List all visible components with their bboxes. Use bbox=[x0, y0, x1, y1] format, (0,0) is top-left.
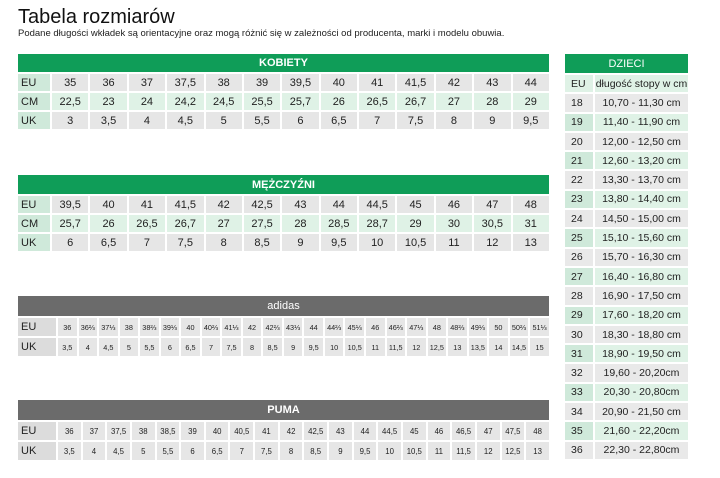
table-row bbox=[565, 191, 688, 208]
size-cell: 26,7 bbox=[167, 215, 203, 232]
size-cell: 5 bbox=[120, 338, 139, 356]
table-row bbox=[565, 210, 688, 227]
table-header: KOBIETY bbox=[18, 54, 549, 72]
kids-eu-size: 34 bbox=[565, 403, 593, 420]
kids-eu-size: 29 bbox=[565, 307, 593, 324]
table-header-row bbox=[18, 296, 549, 316]
size-cell: 31 bbox=[513, 215, 550, 232]
row-label: EU bbox=[18, 422, 56, 440]
size-cell: 12 bbox=[474, 234, 510, 251]
size-cell: 41 bbox=[359, 74, 395, 91]
table-row bbox=[565, 268, 688, 285]
size-cell: 6 bbox=[161, 338, 180, 356]
foot-length: 17,60 - 18,20 cm bbox=[595, 307, 688, 324]
kids-eu-size: 24 bbox=[565, 210, 593, 227]
size-cell: 10,5 bbox=[397, 234, 433, 251]
kids-eu-size: 32 bbox=[565, 364, 593, 381]
size-cell: 5,5 bbox=[140, 338, 159, 356]
size-cell: 47 bbox=[477, 422, 500, 440]
kids-eu-size: 30 bbox=[565, 326, 593, 343]
foot-length: 19,60 - 20,20cm bbox=[595, 364, 688, 381]
size-cell: 26 bbox=[90, 215, 126, 232]
page-subtitle: Podane długości wkładek są orientacyjne oraz mogą różnić się w zależności od producenta, marki i modelu obuwia. bbox=[18, 28, 505, 39]
size-cell: 9,5 bbox=[354, 442, 377, 460]
size-cell: 41⅓ bbox=[222, 318, 241, 336]
table-row bbox=[565, 326, 688, 343]
size-cell: 10 bbox=[359, 234, 395, 251]
adidas-size-table bbox=[16, 294, 551, 358]
size-cell: 6 bbox=[52, 234, 88, 251]
table-row bbox=[565, 94, 688, 111]
size-cell: 7,5 bbox=[222, 338, 241, 356]
size-cell: 27 bbox=[436, 93, 472, 110]
size-cell: 4 bbox=[129, 112, 165, 129]
size-cell: 12,5 bbox=[502, 442, 525, 460]
size-cell: 38 bbox=[120, 318, 139, 336]
foot-length: 12,00 - 12,50 cm bbox=[595, 133, 688, 150]
size-cell: 23 bbox=[90, 93, 126, 110]
row-label: UK bbox=[18, 112, 50, 129]
size-cell: 4 bbox=[83, 442, 106, 460]
kids-eu-size: 20 bbox=[565, 133, 593, 150]
size-cell: 26,7 bbox=[397, 93, 433, 110]
size-cell: 7 bbox=[129, 234, 165, 251]
size-cell: 43⅓ bbox=[284, 318, 303, 336]
kids-eu-size: 18 bbox=[565, 94, 593, 111]
size-cell: 39 bbox=[244, 74, 280, 91]
size-cell: 7,5 bbox=[397, 112, 433, 129]
size-cell: 28,5 bbox=[321, 215, 357, 232]
size-cell: 11,5 bbox=[452, 442, 475, 460]
size-cell: 42,5 bbox=[244, 196, 280, 213]
size-cell: 7,5 bbox=[167, 234, 203, 251]
kids-size-table bbox=[563, 52, 690, 461]
row-label: UK bbox=[18, 442, 56, 460]
size-cell: 44 bbox=[304, 318, 323, 336]
size-cell: 48⅔ bbox=[448, 318, 467, 336]
size-cell: 12 bbox=[477, 442, 500, 460]
row-label: CM bbox=[18, 215, 50, 232]
table-row bbox=[18, 442, 549, 460]
size-cell: 27,5 bbox=[244, 215, 280, 232]
size-cell: 45 bbox=[397, 196, 433, 213]
size-cell: 47,5 bbox=[502, 422, 525, 440]
size-cell: 9 bbox=[329, 442, 352, 460]
size-cell: 14,5 bbox=[510, 338, 529, 356]
foot-length: 11,40 - 11,90 cm bbox=[595, 114, 688, 131]
table-header-row bbox=[18, 400, 549, 420]
size-cell: 37,5 bbox=[107, 422, 130, 440]
size-cell: 41 bbox=[129, 196, 165, 213]
kids-eu-size: 21 bbox=[565, 152, 593, 169]
size-cell: 45⅓ bbox=[345, 318, 364, 336]
size-cell: 44 bbox=[321, 196, 357, 213]
foot-length: 10,70 - 11,30 cm bbox=[595, 94, 688, 111]
foot-length: 21,60 - 22,20cm bbox=[595, 422, 688, 439]
kids-eu-size: 19 bbox=[565, 114, 593, 131]
table-row bbox=[565, 287, 688, 304]
size-cell: 11,5 bbox=[387, 338, 406, 356]
size-cell: 41,5 bbox=[167, 196, 203, 213]
table-row bbox=[565, 384, 688, 401]
table-row bbox=[18, 318, 549, 336]
size-cell: 8,5 bbox=[263, 338, 282, 356]
size-cell: 13,5 bbox=[469, 338, 488, 356]
table-row bbox=[18, 215, 549, 232]
size-cell: 40 bbox=[181, 318, 200, 336]
kids-eu-size: 23 bbox=[565, 191, 593, 208]
foot-length: 16,40 - 16,80 cm bbox=[595, 268, 688, 285]
table-row bbox=[18, 74, 549, 91]
size-cell: 42 bbox=[280, 422, 303, 440]
kids-eu-size: 26 bbox=[565, 249, 593, 266]
size-cell: 8,5 bbox=[244, 234, 280, 251]
size-cell: 44⅔ bbox=[325, 318, 344, 336]
kids-eu-size: 36 bbox=[565, 442, 593, 459]
size-cell: 46,5 bbox=[452, 422, 475, 440]
kids-eu-size: 35 bbox=[565, 422, 593, 439]
table-row bbox=[565, 171, 688, 188]
size-cell: 48 bbox=[428, 318, 447, 336]
size-cell: 36⅔ bbox=[79, 318, 98, 336]
table-header: PUMA bbox=[18, 400, 549, 420]
size-cell: 6,5 bbox=[181, 338, 200, 356]
size-cell: 8 bbox=[243, 338, 262, 356]
size-cell: 4,5 bbox=[107, 442, 130, 460]
table-row bbox=[565, 249, 688, 266]
size-cell: 9 bbox=[474, 112, 510, 129]
size-cell: 48 bbox=[513, 196, 550, 213]
table-row bbox=[18, 93, 549, 110]
size-cell: 42 bbox=[243, 318, 262, 336]
size-cell: 29 bbox=[513, 93, 550, 110]
size-cell: 40 bbox=[321, 74, 357, 91]
size-cell: 25,5 bbox=[244, 93, 280, 110]
size-cell: 39 bbox=[181, 422, 204, 440]
size-cell: 44 bbox=[354, 422, 377, 440]
size-cell: 13 bbox=[526, 442, 549, 460]
kids-eu-size: 31 bbox=[565, 345, 593, 362]
size-cell: 11 bbox=[436, 234, 472, 251]
size-cell: 46 bbox=[366, 318, 385, 336]
size-cell: 3,5 bbox=[90, 112, 126, 129]
table-row bbox=[565, 307, 688, 324]
size-cell: 11 bbox=[428, 442, 451, 460]
size-cell: 47⅓ bbox=[407, 318, 426, 336]
men-size-table bbox=[16, 173, 551, 253]
size-cell: 42 bbox=[206, 196, 242, 213]
size-cell: 7 bbox=[202, 338, 221, 356]
table-row bbox=[565, 114, 688, 131]
size-cell: 50⅔ bbox=[510, 318, 529, 336]
size-cell: 42,5 bbox=[304, 422, 327, 440]
row-label: CM bbox=[18, 93, 50, 110]
size-cell: 36 bbox=[58, 422, 81, 440]
size-cell: 43 bbox=[329, 422, 352, 440]
size-cell: 46⅔ bbox=[387, 318, 406, 336]
size-cell: 8,5 bbox=[304, 442, 327, 460]
size-cell: 37⅓ bbox=[99, 318, 118, 336]
table-header: MĘŻCZYŹNI bbox=[18, 175, 549, 194]
row-label: EU bbox=[18, 318, 56, 336]
table-row bbox=[565, 403, 688, 420]
foot-length: 16,90 - 17,50 cm bbox=[595, 287, 688, 304]
size-cell: 38 bbox=[206, 74, 242, 91]
size-cell: 10,5 bbox=[403, 442, 426, 460]
size-cell: 28,7 bbox=[359, 215, 395, 232]
size-cell: 47 bbox=[474, 196, 510, 213]
size-cell: 38,5 bbox=[157, 422, 180, 440]
table-row bbox=[18, 422, 549, 440]
size-cell: 13 bbox=[513, 234, 550, 251]
table-row bbox=[565, 364, 688, 381]
kids-eu-size: 22 bbox=[565, 171, 593, 188]
size-cell: 36 bbox=[90, 74, 126, 91]
size-cell: 6,5 bbox=[321, 112, 357, 129]
size-cell: 40 bbox=[206, 422, 229, 440]
size-cell: 40 bbox=[90, 196, 126, 213]
foot-length: 18,90 - 19,50 cm bbox=[595, 345, 688, 362]
table-row bbox=[565, 152, 688, 169]
page-title: Tabela rozmiarów bbox=[18, 6, 175, 28]
size-cell: 43 bbox=[282, 196, 318, 213]
size-cell: 45 bbox=[403, 422, 426, 440]
size-cell: 26 bbox=[321, 93, 357, 110]
column-header-eu: EU bbox=[565, 75, 593, 92]
size-cell: 41,5 bbox=[397, 74, 433, 91]
size-cell: 6,5 bbox=[206, 442, 229, 460]
size-cell: 4 bbox=[79, 338, 98, 356]
table-row bbox=[18, 196, 549, 213]
size-cell: 46 bbox=[428, 422, 451, 440]
size-cell: 28 bbox=[282, 215, 318, 232]
size-cell: 44,5 bbox=[378, 422, 401, 440]
table-header: adidas bbox=[18, 296, 549, 316]
table-row bbox=[565, 133, 688, 150]
size-cell: 12,5 bbox=[428, 338, 447, 356]
foot-length: 20,90 - 21,50 cm bbox=[595, 403, 688, 420]
size-cell: 3,5 bbox=[58, 338, 77, 356]
table-row bbox=[565, 345, 688, 362]
size-cell: 40⅔ bbox=[202, 318, 221, 336]
size-cell: 28 bbox=[474, 93, 510, 110]
foot-length: 13,30 - 13,70 cm bbox=[595, 171, 688, 188]
size-cell: 51⅓ bbox=[530, 318, 549, 336]
size-cell: 29 bbox=[397, 215, 433, 232]
size-cell: 12 bbox=[407, 338, 426, 356]
size-cell: 37 bbox=[129, 74, 165, 91]
size-cell: 15 bbox=[530, 338, 549, 356]
size-cell: 50 bbox=[489, 318, 508, 336]
size-cell: 36 bbox=[58, 318, 77, 336]
size-cell: 8 bbox=[280, 442, 303, 460]
row-label: UK bbox=[18, 234, 50, 251]
size-cell: 35 bbox=[52, 74, 88, 91]
foot-length: 14,50 - 15,00 cm bbox=[595, 210, 688, 227]
size-cell: 41 bbox=[255, 422, 278, 440]
row-label: EU bbox=[18, 74, 50, 91]
size-cell: 43 bbox=[474, 74, 510, 91]
puma-size-table bbox=[16, 398, 551, 462]
foot-length: 12,60 - 13,20 cm bbox=[595, 152, 688, 169]
size-cell: 42 bbox=[436, 74, 472, 91]
size-cell: 26,5 bbox=[359, 93, 395, 110]
row-label: EU bbox=[18, 196, 50, 213]
size-cell: 39,5 bbox=[282, 74, 318, 91]
table-header-row bbox=[18, 54, 549, 72]
foot-length: 22,30 - 22,80cm bbox=[595, 442, 688, 459]
size-cell: 24,5 bbox=[206, 93, 242, 110]
size-cell: 27 bbox=[206, 215, 242, 232]
size-cell: 9 bbox=[282, 234, 318, 251]
size-cell: 38⅔ bbox=[140, 318, 159, 336]
size-cell: 37,5 bbox=[167, 74, 203, 91]
size-cell: 3,5 bbox=[58, 442, 81, 460]
size-cell: 6 bbox=[181, 442, 204, 460]
table-row bbox=[565, 442, 688, 459]
size-cell: 13 bbox=[448, 338, 467, 356]
table-row bbox=[18, 338, 549, 356]
table-row bbox=[18, 112, 549, 129]
size-cell: 14 bbox=[489, 338, 508, 356]
size-cell: 5,5 bbox=[244, 112, 280, 129]
size-cell: 49⅓ bbox=[469, 318, 488, 336]
foot-length: 18,30 - 18,80 cm bbox=[595, 326, 688, 343]
table-row bbox=[18, 234, 549, 251]
size-cell: 22,5 bbox=[52, 93, 88, 110]
size-cell: 30 bbox=[436, 215, 472, 232]
size-cell: 10,5 bbox=[345, 338, 364, 356]
size-cell: 8 bbox=[206, 234, 242, 251]
size-cell: 48 bbox=[526, 422, 549, 440]
size-cell: 10 bbox=[325, 338, 344, 356]
size-cell: 7 bbox=[359, 112, 395, 129]
size-cell: 37 bbox=[83, 422, 106, 440]
size-cell: 10 bbox=[378, 442, 401, 460]
size-cell: 5,5 bbox=[157, 442, 180, 460]
size-cell: 5 bbox=[206, 112, 242, 129]
kids-eu-size: 33 bbox=[565, 384, 593, 401]
size-cell: 26,5 bbox=[129, 215, 165, 232]
size-cell: 24 bbox=[129, 93, 165, 110]
size-cell: 8 bbox=[436, 112, 472, 129]
size-cell: 7,5 bbox=[255, 442, 278, 460]
size-cell: 6 bbox=[282, 112, 318, 129]
size-cell: 25,7 bbox=[282, 93, 318, 110]
size-cell: 4,5 bbox=[167, 112, 203, 129]
kids-eu-size: 28 bbox=[565, 287, 593, 304]
size-cell: 7 bbox=[230, 442, 253, 460]
size-cell: 44,5 bbox=[359, 196, 395, 213]
size-cell: 39⅓ bbox=[161, 318, 180, 336]
table-row bbox=[565, 422, 688, 439]
size-cell: 6,5 bbox=[90, 234, 126, 251]
column-header-row bbox=[565, 75, 688, 92]
size-cell: 11 bbox=[366, 338, 385, 356]
kids-eu-size: 27 bbox=[565, 268, 593, 285]
table-header-row bbox=[565, 54, 688, 73]
size-cell: 9,5 bbox=[304, 338, 323, 356]
size-cell: 42⅔ bbox=[263, 318, 282, 336]
size-cell: 4,5 bbox=[99, 338, 118, 356]
table-header-row bbox=[18, 175, 549, 194]
size-cell: 9,5 bbox=[321, 234, 357, 251]
size-cell: 9 bbox=[284, 338, 303, 356]
size-cell: 24,2 bbox=[167, 93, 203, 110]
foot-length: 15,10 - 15,60 cm bbox=[595, 229, 688, 246]
women-size-table bbox=[16, 52, 551, 131]
size-cell: 5 bbox=[132, 442, 155, 460]
size-cell: 46 bbox=[436, 196, 472, 213]
foot-length: 15,70 - 16,30 cm bbox=[595, 249, 688, 266]
foot-length: 13,80 - 14,40 cm bbox=[595, 191, 688, 208]
column-header-length: długość stopy w cm bbox=[595, 75, 688, 92]
size-cell: 30,5 bbox=[474, 215, 510, 232]
size-cell: 40,5 bbox=[230, 422, 253, 440]
row-label: UK bbox=[18, 338, 56, 356]
table-header: DZIECI bbox=[565, 54, 688, 73]
table-row bbox=[565, 229, 688, 246]
size-cell: 39,5 bbox=[52, 196, 88, 213]
size-cell: 9,5 bbox=[513, 112, 550, 129]
size-cell: 25,7 bbox=[52, 215, 88, 232]
kids-eu-size: 25 bbox=[565, 229, 593, 246]
size-cell: 38 bbox=[132, 422, 155, 440]
size-cell: 3 bbox=[52, 112, 88, 129]
size-cell: 44 bbox=[513, 74, 550, 91]
foot-length: 20,30 - 20,80cm bbox=[595, 384, 688, 401]
